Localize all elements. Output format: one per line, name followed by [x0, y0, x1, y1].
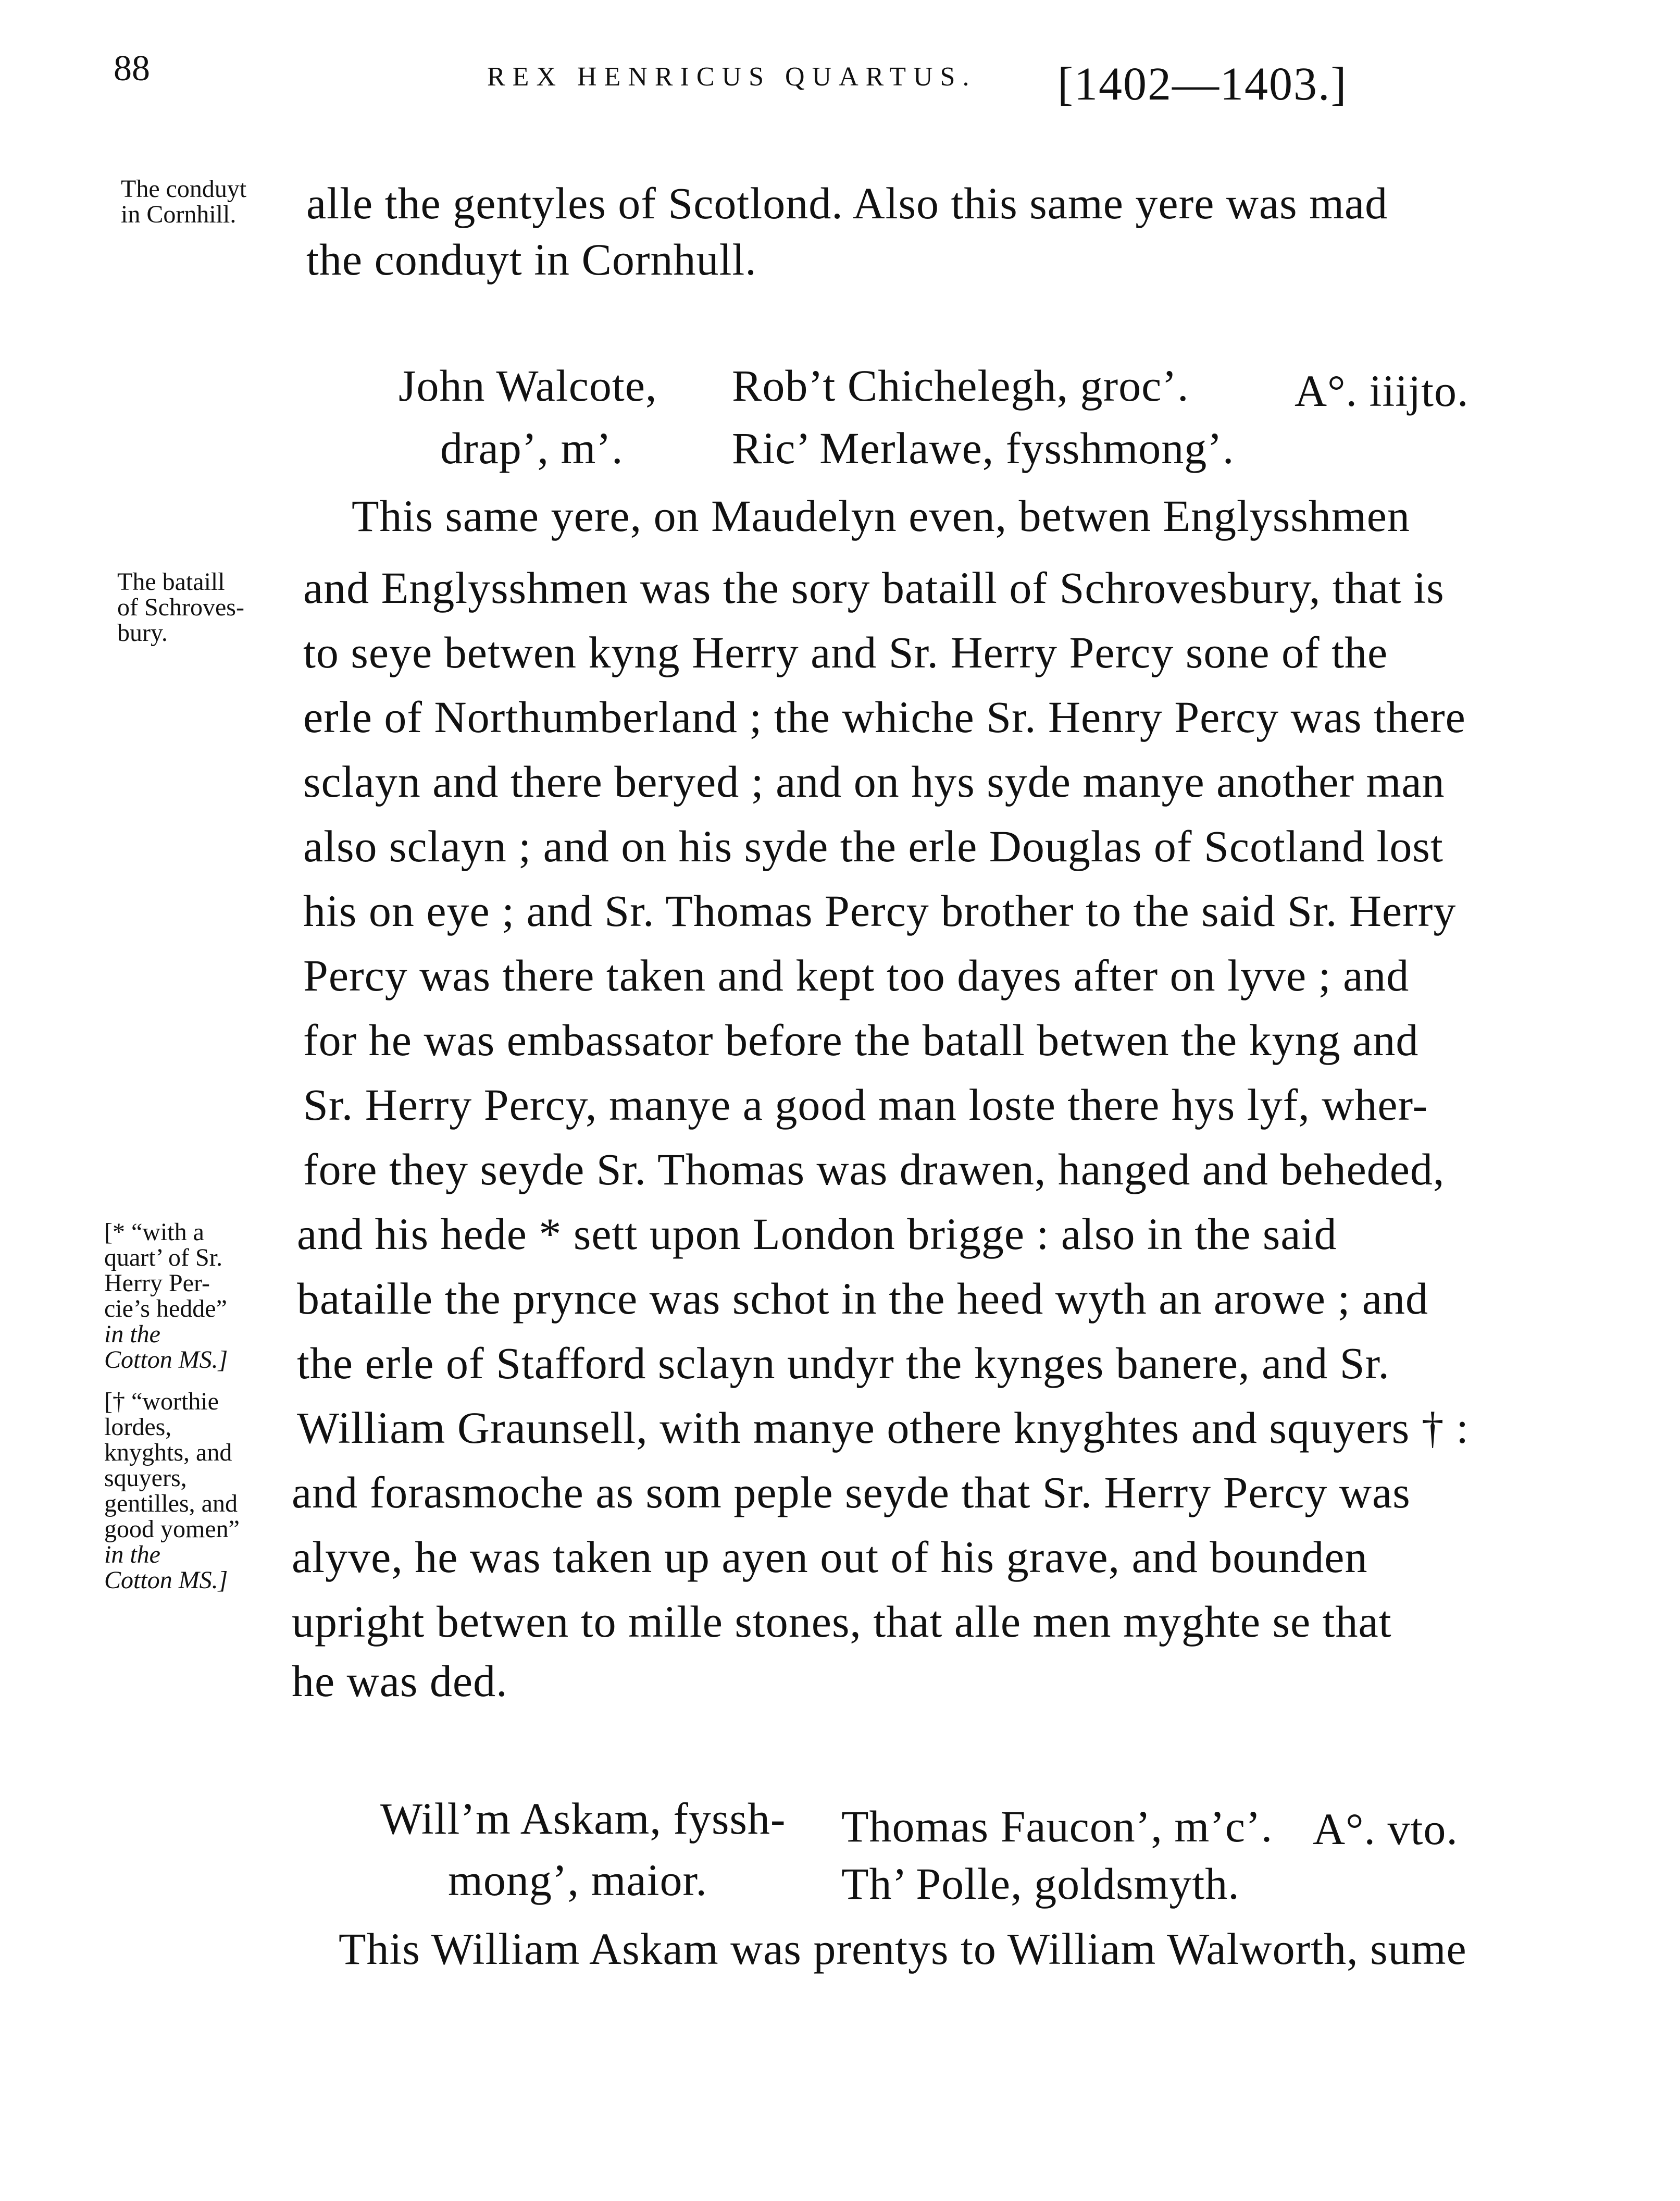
text-line: the conduyt in Cornhull.: [306, 234, 757, 285]
margin-note-line: The conduyt: [121, 175, 247, 203]
margin-note-line: bury.: [117, 619, 168, 647]
margin-note-line: Cotton MS.]: [104, 1346, 228, 1374]
regnal-year: A°. vto.: [1313, 1804, 1458, 1854]
year-range: [1402—1403.]: [1057, 58, 1348, 110]
margin-note-line: in the: [104, 1320, 160, 1348]
mayor-name: Will’m Askam, fyssh-: [380, 1794, 786, 1844]
margin-note-line: gentilles, and: [104, 1490, 238, 1517]
text-line: Percy was there taken and kept too dayes after on lyve ; and: [303, 950, 1410, 1000]
margin-note-dagger: [104, 1389, 240, 1593]
sheriff-1: Rob’t Chichelegh, groc’.: [732, 361, 1189, 411]
regnal-year: A°. iiijto.: [1295, 366, 1469, 416]
text-line: alyve, he was taken up ayen out of his grave, and bounden: [292, 1532, 1368, 1582]
margin-note-line: knyghts, and: [104, 1439, 232, 1466]
text-line: William Graunsell, with manye othere knyghtes and squyers † :: [297, 1403, 1470, 1453]
text-line: the erle of Stafford sclayn undyr the kynges banere, and Sr.: [297, 1338, 1390, 1388]
margin-note-line: Cotton MS.]: [104, 1566, 228, 1594]
text-line: and forasmoche as som peple seyde that Sr. Herry Percy was: [292, 1467, 1411, 1517]
margin-note-star: [104, 1219, 228, 1372]
text-line: bataille the prynce was schot in the heed wyth an arowe ; and: [297, 1273, 1429, 1324]
text-line: erle of Northumberland ; the whiche Sr. Henry Percy was there: [303, 692, 1466, 742]
margin-note-line: squyers,: [104, 1464, 187, 1492]
text-line: he was ded.: [292, 1656, 508, 1706]
margin-note-line: in Cornhill.: [121, 201, 237, 228]
margin-note-bataill: [117, 569, 244, 646]
text-line: This William Askam was prentys to William Walworth, sume: [339, 1924, 1467, 1974]
text-line: Sr. Herry Percy, manye a good man loste there hys lyf, wher-: [303, 1080, 1428, 1130]
text-line: to seye betwen kyng Herry and Sr. Herry Percy sone of the: [303, 627, 1388, 677]
mayor-trade: drap’, m’.: [440, 423, 624, 473]
sheriff-1: Thomas Faucon’, m’c’.: [841, 1801, 1273, 1851]
mayor-name: John Walcote,: [399, 361, 657, 411]
text-line: This same yere, on Maudelyn even, betwen Englysshmen: [352, 491, 1410, 541]
sheriff-2: Ric’ Merlawe, fysshmong’.: [732, 423, 1235, 473]
text-line: sclayn and there beryed ; and on hys syde manye another man: [303, 757, 1445, 807]
text-line: and his hede * sett upon London brigge : also in the said: [297, 1209, 1337, 1259]
margin-note-line: [† “worthie: [104, 1388, 219, 1415]
margin-note-line: cie’s hedde”: [104, 1295, 227, 1322]
margin-note-line: lordes,: [104, 1413, 172, 1441]
margin-note-line: of Schroves-: [117, 593, 244, 621]
text-line: for he was embassator before the batall betwen the kyng and: [303, 1015, 1419, 1065]
margin-note-conduyt: [121, 176, 246, 227]
margin-note-line: The bataill: [117, 568, 225, 596]
margin-note-line: in the: [104, 1541, 160, 1568]
text-line: and Englysshmen was the sory bataill of Schrovesbury, that is: [303, 563, 1445, 613]
page-number: 88: [114, 48, 150, 89]
margin-note-line: good yomen”: [104, 1515, 240, 1543]
text-line: his on eye ; and Sr. Thomas Percy brother to the said Sr. Herry: [303, 886, 1457, 936]
margin-note-line: Herry Per-: [104, 1269, 210, 1297]
margin-note-line: quart’ of Sr.: [104, 1244, 223, 1271]
margin-note-line: [* “with a: [104, 1218, 204, 1246]
mayor-trade: mong’, maior.: [448, 1855, 707, 1905]
text-line: upright betwen to mille stones, that alle men myghte se that: [292, 1597, 1392, 1647]
text-line: fore they seyde Sr. Thomas was drawen, hanged and beheded,: [303, 1144, 1445, 1194]
text-line: alle the gentyles of Scotlond. Also this same yere was mad: [306, 178, 1388, 228]
running-title: REX HENRICUS QUARTUS.: [487, 62, 977, 92]
sheriff-2: Th’ Polle, goldsmyth.: [841, 1859, 1240, 1909]
text-line: also sclayn ; and on his syde the erle Douglas of Scotland lost: [303, 821, 1443, 871]
